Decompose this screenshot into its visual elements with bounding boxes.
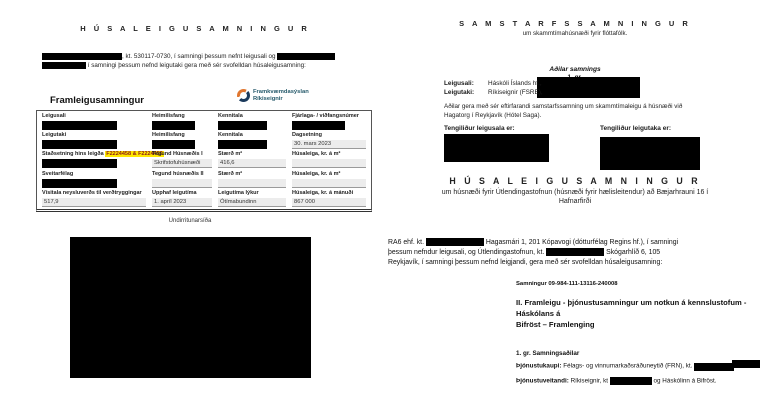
signature-page-label: Undirritunarsíða	[168, 218, 212, 224]
fsre-logo-text	[253, 89, 309, 102]
lessor-row	[444, 79, 543, 88]
lease-intro-line-1	[42, 52, 342, 61]
housing-lease-subtitle	[390, 188, 760, 206]
fsre-logo-icon	[237, 89, 250, 102]
cell-label-text: Staðsetning hins leigða	[42, 151, 104, 158]
redaction-bar	[537, 77, 640, 98]
highlighted-property-ids: F2224458 & F2224459	[106, 151, 163, 158]
cell-value: 517,9	[42, 198, 146, 207]
cell-label: Heimilisfang	[152, 113, 185, 119]
cell-label: Leigutaki	[42, 132, 67, 139]
table-cell-lykur	[215, 189, 289, 208]
table-cell-staerd-1	[215, 150, 289, 169]
service-provider-label: Þjónustuveitandi:	[516, 377, 569, 385]
lease-intro-line-2	[42, 61, 342, 70]
logo-line-1: Framkvæmdasýslan	[253, 89, 309, 95]
cell-value: 416,6	[218, 159, 286, 168]
cell-label: Dagsetning	[292, 132, 322, 139]
para2-text-1b: Hagasmári 1, 201 Kópavogi (dótturfélag Regins hf.), í samningi	[483, 239, 679, 246]
lease-intro-paragraph	[42, 52, 342, 70]
cell-label: Sveitarfélag	[42, 170, 74, 177]
contact-lessor-label: Tengiliður leigusala er:	[444, 125, 515, 132]
lease-parties-line-1	[388, 238, 740, 248]
cell-label: Leigutíma lýkur	[218, 189, 259, 196]
cooperation-paragraph-line-2: Hagatorg í Reykjavík (Hótel Saga).	[444, 111, 542, 119]
contact-lessee-label: Tengiliður leigutaka er:	[600, 125, 672, 132]
lessor-value: Háskóli Íslands hf.,	[488, 80, 542, 87]
cell-value: 30. mars 2023	[292, 140, 366, 149]
sublease-service-heading-line-2: Bifröst – Framlenging	[516, 320, 595, 329]
cell-label: Stærð m²	[218, 151, 243, 158]
cell-label: Húsaleiga, kr. á m²	[292, 170, 341, 177]
cell-label: Upphaf leigutíma	[152, 189, 197, 196]
redaction-bar	[694, 363, 734, 371]
fsre-logo	[237, 89, 309, 102]
cell-value	[218, 179, 286, 188]
table-cell-stadsetning	[39, 150, 163, 169]
cell-label: Stærð m²	[218, 170, 243, 177]
para2-text-1a: RA6 ehf. kt.	[388, 239, 426, 246]
housing-lease-subtitle-line-1: um húsnæði fyrir Útlendingastofnun (húsnæði fyrir hælisleitendur) að Bæjarhrauni 16 í	[441, 189, 709, 196]
redaction-bar	[42, 159, 117, 168]
cell-value: Ótímabundinn	[218, 198, 286, 207]
service-buyer-text: Félags- og vinnumarkaðsráðuneytið (FRN), kt.	[561, 362, 695, 370]
cell-value: 867 000	[292, 198, 366, 207]
cell-value	[292, 159, 366, 168]
intro-text-2: í samningi þessum nefnd leigutaki gera með sér svofelldan húsaleigusamning:	[87, 62, 306, 69]
redaction-bar	[42, 53, 122, 60]
table-cell-heimilisfang-1	[149, 112, 215, 131]
cooperation-title: S A M S T A R F S S A M N I N G U R	[459, 19, 691, 28]
lease-form-table	[36, 110, 372, 212]
cell-label: Fjárlaga- / viðfangsnúmer	[292, 113, 359, 119]
lessee-value: Ríkiseignir (FSRE),	[488, 89, 543, 96]
cell-label: Tegund Húsnæðis I	[152, 151, 203, 158]
redaction-bar	[426, 238, 484, 246]
cooperation-subtitle: um skammtímahúsnæði fyrir flóttafólk.	[522, 30, 628, 37]
redaction-bar	[277, 53, 335, 60]
cell-label: Leigusali	[42, 113, 66, 119]
contract-reference: Samningur 09-984-111-13116-240008	[516, 281, 618, 287]
table-cell-fjarlaganumer	[289, 112, 369, 131]
lease-title: H Ú S A L E I G U S A M N I N G U R	[80, 24, 310, 33]
signature-redaction-block	[70, 237, 311, 378]
table-cell-visitala	[39, 189, 149, 208]
lease-parties-line-2	[388, 248, 740, 258]
para2-text-2a: þessum nefndur leigusali, og Útlendingastofnun, kt.	[388, 249, 547, 256]
cell-label: Vísitala neysluverðs til verðtryggingar	[42, 189, 142, 196]
cell-label: Húsaleiga, kr. á mánuði	[292, 189, 354, 196]
redaction-bar	[152, 140, 195, 149]
redaction-bar	[600, 137, 700, 170]
cell-label	[42, 151, 163, 158]
cell-label: Húsaleiga, kr. á m²	[292, 151, 341, 158]
redaction-bar	[444, 134, 549, 162]
lessor-label: Leigusali:	[444, 80, 474, 87]
service-buyer-row	[516, 362, 760, 370]
table-cell-staerd-2	[215, 170, 289, 189]
cell-value: 1. apríl 2023	[152, 198, 212, 207]
intro-text-1: , kt. 530117-0730, í samningi þessum nefnt leigusali og	[122, 53, 276, 60]
cooperation-paragraph	[444, 103, 706, 120]
service-provider-text-a: Ríkiseignir, kt	[568, 377, 610, 385]
cell-label: Kennitala	[218, 113, 243, 119]
sublease-service-heading-line-1: II. Framleigu - þjónustusamningur um notkun á kennslustofum - Háskólans á	[516, 298, 747, 318]
lessee-row	[444, 88, 543, 97]
table-cell-kennitala-2	[215, 131, 289, 150]
party-rows	[444, 79, 543, 97]
table-cell-husaleiga-m2-1	[289, 150, 369, 169]
table-cell-dagsetning	[289, 131, 369, 150]
cell-label: Tegund húsnæðis II	[152, 170, 204, 177]
table-cell-leigutaki	[39, 131, 149, 150]
service-provider-text-b: og Háskólinn á Bifröst.	[651, 377, 717, 385]
table-cell-tegund-1	[149, 150, 215, 169]
table-cell-heimilisfang-2	[149, 131, 215, 150]
cell-label: Heimilisfang	[152, 132, 185, 139]
cell-value	[292, 179, 366, 188]
para2-text-2b: Skógarhlíð 6, 105	[604, 249, 661, 256]
table-cell-sveitarfelag	[39, 170, 149, 189]
redaction-bar	[42, 179, 117, 188]
table-cell-manadarleiga	[289, 189, 369, 208]
table-cell-tegund-2	[149, 170, 215, 189]
lessee-label: Leigutaki:	[444, 89, 475, 96]
cooperation-paragraph-line-1: Aðilar gera með sér eftirfarandi samstarfssamning um skammtímaleigu á húsnæði við	[444, 103, 683, 110]
redaction-bar	[218, 121, 267, 130]
lease-parties-line-3: Reykjavík, í samningi þessum nefnd leigjandi, gera með sér svofelldan húsaleigusamning:	[388, 259, 663, 266]
service-buyer-label: Þjónustukaupi:	[516, 362, 562, 370]
table-cell-husaleiga-m2-2	[289, 170, 369, 189]
redaction-bar	[218, 140, 267, 149]
cell-value: Skrifstofuhúsnæði	[152, 159, 212, 168]
sublease-heading: Framleigusamningur	[50, 95, 144, 106]
redaction-bar	[152, 121, 195, 130]
redaction-bar	[610, 377, 652, 385]
table-cell-upphaf	[149, 189, 215, 208]
redaction-bar	[732, 360, 760, 368]
section-1-heading: 1. gr. Samningsaðilar	[516, 350, 580, 357]
lease-parties-paragraph	[388, 238, 740, 268]
cell-value	[152, 179, 212, 188]
housing-lease-title: H Ú S A L E I G U S A M N I N G U R	[449, 176, 701, 186]
housing-lease-subtitle-line-2: Hafnarfirði	[558, 198, 592, 205]
redaction-bar	[42, 62, 86, 69]
redaction-bar	[546, 248, 604, 256]
table-cell-kennitala-1	[215, 112, 289, 131]
redaction-bar	[292, 121, 345, 130]
sublease-service-heading	[516, 297, 768, 330]
parties-heading: Aðilar samnings	[549, 66, 601, 73]
redaction-bar	[42, 121, 117, 130]
cell-label: Kennitala	[218, 132, 243, 139]
redaction-bar	[42, 140, 117, 149]
service-provider-row	[516, 377, 717, 385]
table-cell-leigusali	[39, 112, 149, 131]
logo-line-2: Ríkiseignir	[253, 95, 283, 102]
